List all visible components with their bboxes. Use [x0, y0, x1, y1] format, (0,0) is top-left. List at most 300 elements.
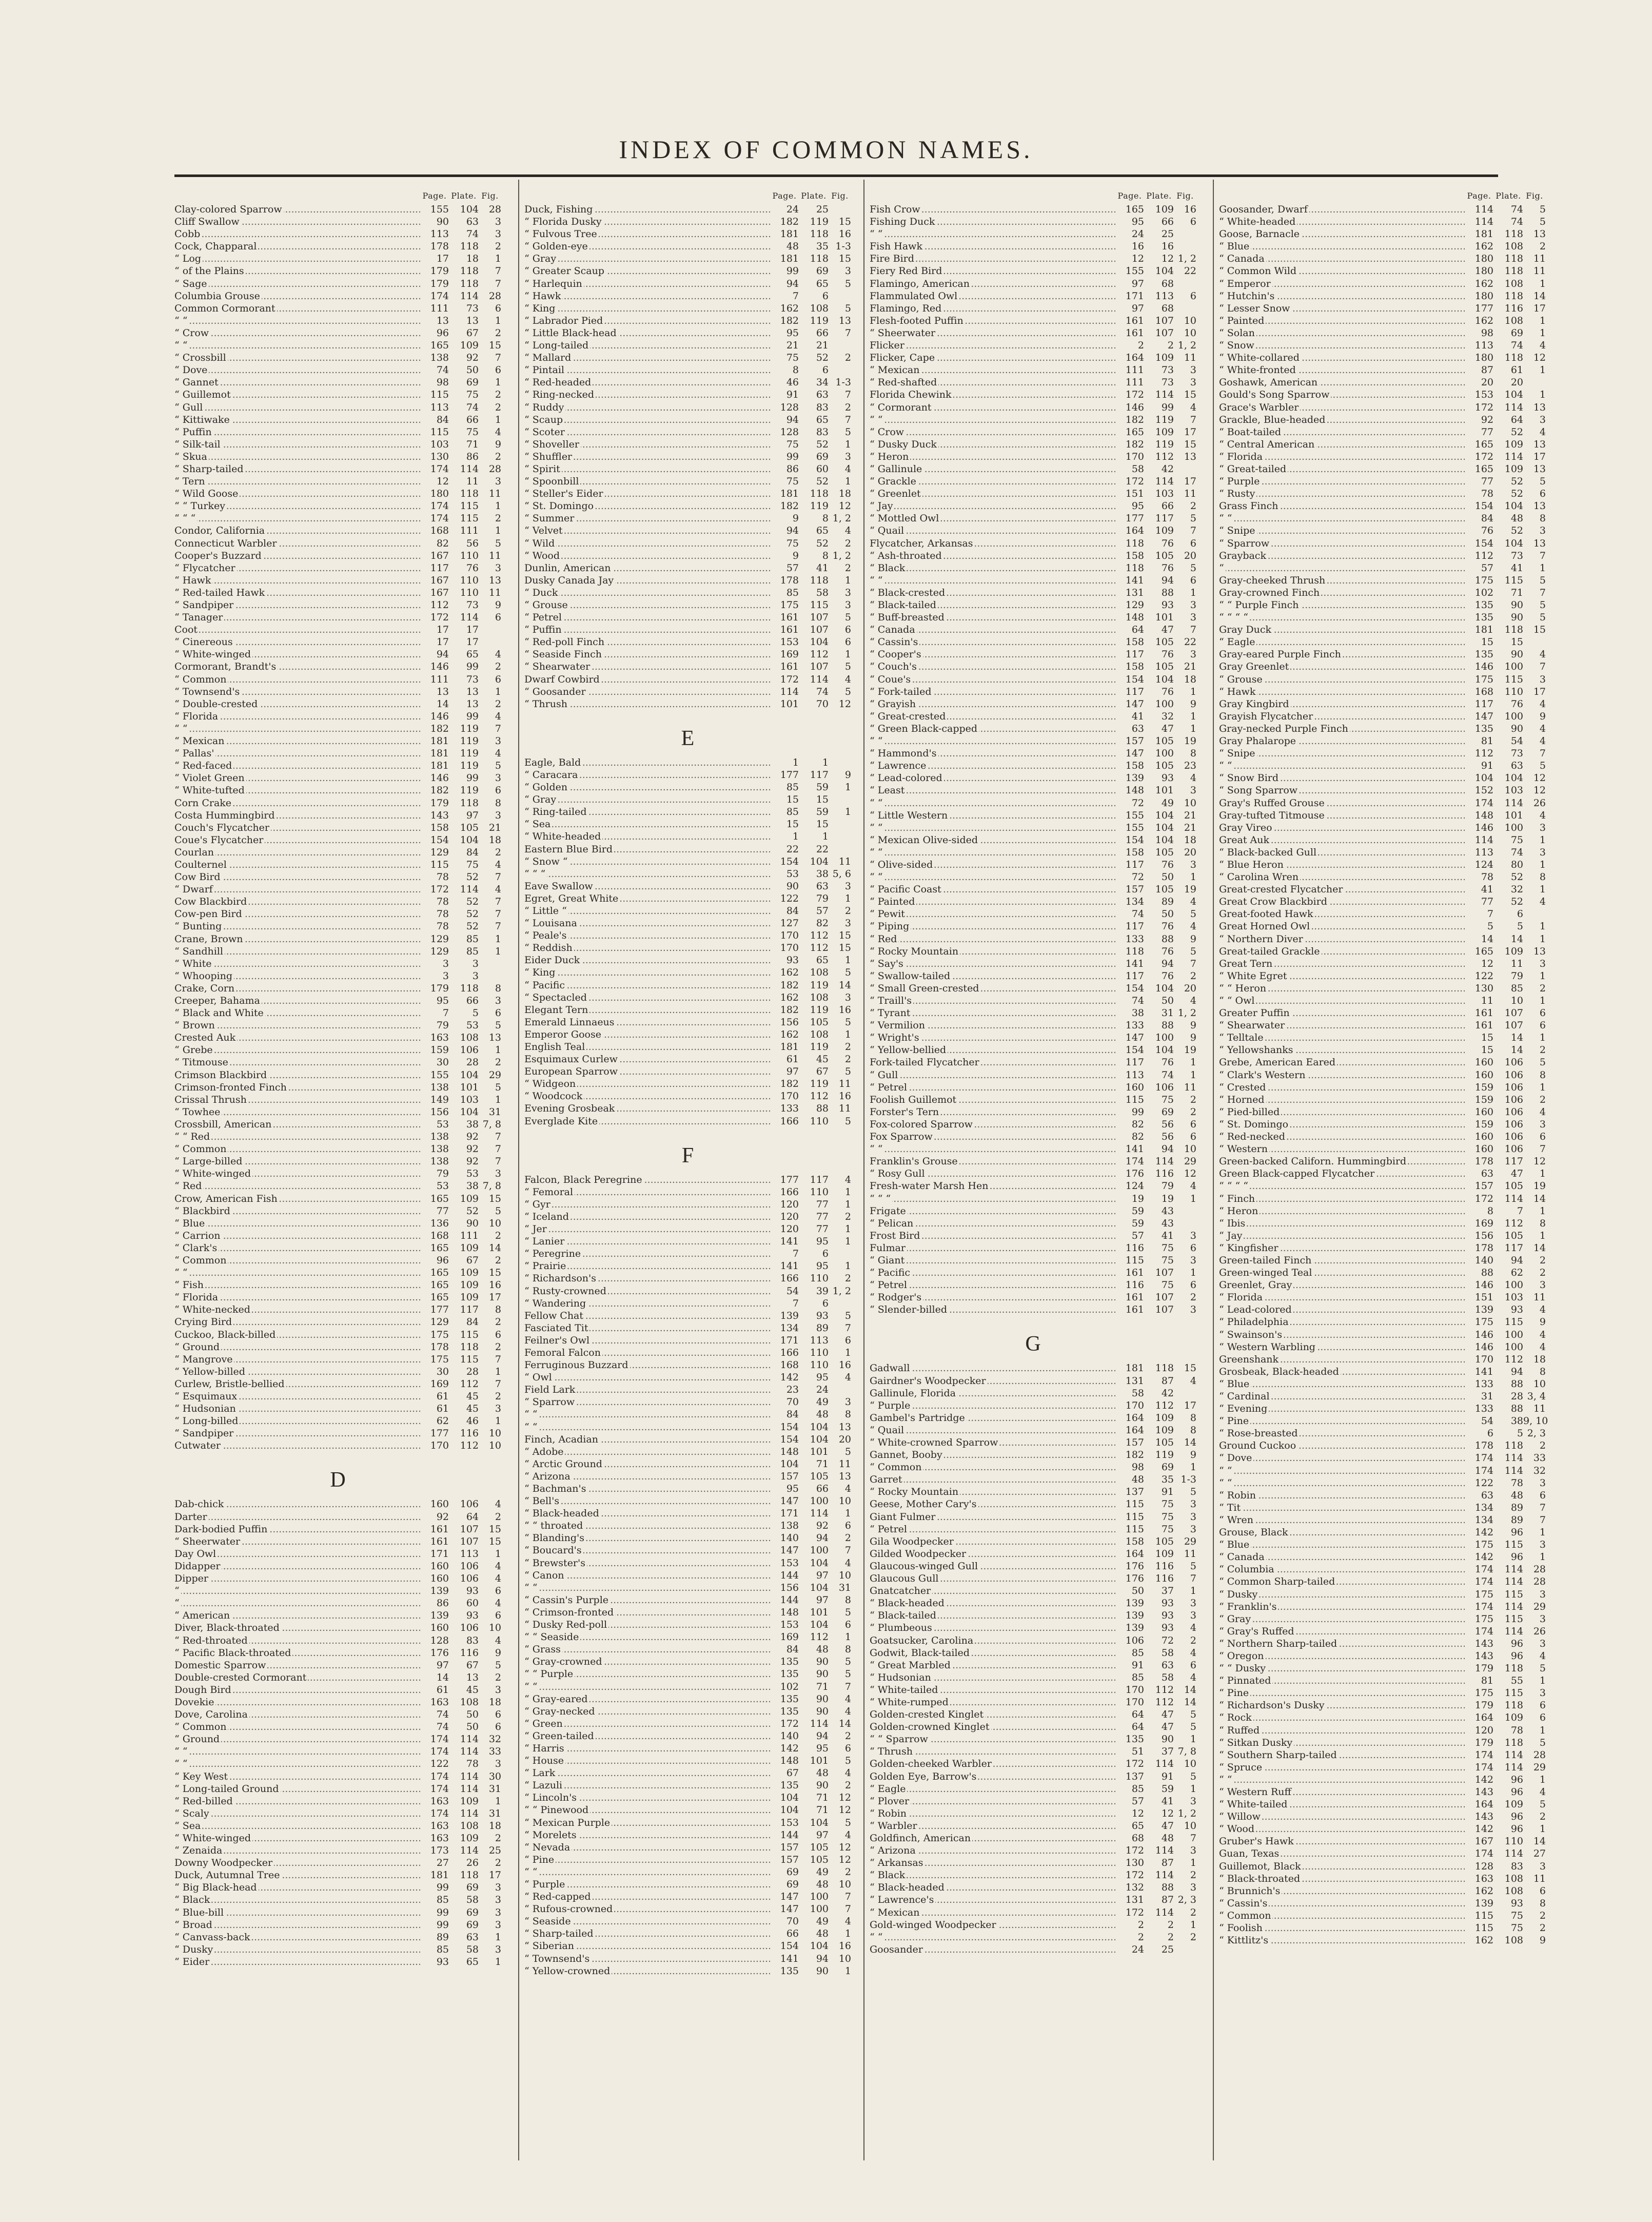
index-entry: [870, 1869, 1196, 1881]
entry-page: 170: [770, 1090, 799, 1102]
entry-fig: 3: [1539, 846, 1546, 858]
entry-plate: 106: [1504, 1094, 1523, 1105]
entry-name-cell: [1219, 686, 1465, 698]
entry-plate: 114: [1155, 389, 1174, 401]
entry-plate: 118: [460, 265, 479, 277]
entry-name: “ Ruddy: [524, 402, 565, 413]
entry-name: “ Thrush: [870, 1746, 914, 1757]
entry-plate: 83: [816, 401, 829, 413]
entry-name-cell: [1219, 723, 1465, 735]
entry-name-cell: [1219, 587, 1465, 599]
index-entry: [524, 562, 851, 574]
entry-page: 66: [770, 1927, 799, 1940]
entry-fig: 15: [1184, 1362, 1196, 1374]
entry-plate: 111: [460, 525, 479, 537]
entry-name: Finch, Acadian: [524, 1434, 600, 1445]
entry-page: 166: [770, 1115, 799, 1127]
entry-plate: 104: [810, 855, 829, 867]
entry-page: 135: [770, 1779, 799, 1791]
index-entry: [1219, 1279, 1546, 1291]
entry-name: Didapper: [174, 1561, 222, 1572]
index-entry: [870, 1387, 1196, 1399]
entry-name-cell: [870, 1303, 1115, 1316]
entry-name: “ Lawrence: [870, 760, 928, 771]
index-entry: [524, 475, 851, 488]
entry-name-cell: [524, 1053, 770, 1065]
entry-name: Gairdner's Woodpecker: [870, 1375, 988, 1387]
entry-fig: 8: [1539, 1366, 1546, 1377]
entry-name: Geese, Mother Cary's: [870, 1498, 978, 1510]
entry-name: “ Petrel: [870, 1082, 909, 1093]
index-entry: [870, 1585, 1196, 1597]
entry-page: 161: [1115, 1291, 1144, 1303]
entry-name: “ Hawk: [1219, 686, 1257, 697]
entry-page: 117: [1115, 686, 1144, 698]
entry-name-cell: [870, 945, 1115, 958]
entry-name: “ Sparrow: [524, 1396, 576, 1408]
entry-fig: 4: [495, 884, 501, 895]
entry-name-cell: [870, 203, 1115, 216]
entry-fig: 12: [838, 698, 851, 710]
entry-name: Fish Crow: [870, 204, 922, 215]
index-entry: [870, 1155, 1196, 1167]
entry-fig: 4: [495, 1560, 501, 1572]
entry-fig: 2: [495, 1341, 501, 1353]
entry-name: “ Wandering: [524, 1298, 587, 1309]
entry-page: 78: [420, 920, 449, 932]
entry-plate: 104: [810, 1817, 829, 1828]
entry-name: “ Northern Diver: [1219, 933, 1305, 945]
entry-page: 162: [770, 966, 799, 979]
entry-name: “ Red-headed: [524, 377, 593, 388]
index-entry: [1219, 1094, 1546, 1106]
index-entry: [174, 1511, 501, 1523]
index-entry: [1219, 1390, 1546, 1402]
entry-name: “ Florida: [174, 711, 220, 722]
entry-fig: 7: [1539, 550, 1546, 561]
index-entry: [174, 240, 501, 252]
index-entry: [870, 315, 1196, 327]
entry-name: “ Swallow-tailed: [870, 970, 952, 982]
index-entry: [174, 463, 501, 475]
entry-name: “ Summer: [524, 513, 576, 524]
entry-page: 144: [770, 1569, 799, 1582]
index-entry: [174, 920, 501, 932]
entry-name: “ Seaside Finch: [524, 649, 603, 660]
entry-name: “ Florida: [1219, 451, 1264, 462]
entry-name-cell: [174, 859, 420, 871]
entry-page: 139: [1115, 1597, 1144, 1609]
entry-name-cell: [524, 1544, 770, 1556]
entry-page: 128: [770, 401, 799, 414]
index-entry: [524, 769, 851, 781]
index-entry: [1219, 339, 1546, 352]
index-entry: [1219, 883, 1546, 895]
entry-name: “ “: [870, 228, 884, 240]
entry-plate: 66: [466, 414, 479, 425]
entry-name: Golden-crested Kinglet: [870, 1709, 985, 1720]
entry-fig: 15: [488, 1535, 501, 1547]
entry-plate: 112: [1155, 451, 1174, 462]
index-entry: [1219, 1353, 1546, 1366]
index-entry: [174, 660, 501, 673]
entry-name: “ Hudsonian: [174, 1403, 238, 1414]
entry-fig: 3: [1190, 859, 1196, 870]
index-entry: [870, 240, 1196, 252]
entry-name-cell: [1219, 1329, 1465, 1341]
entry-name-cell: [870, 475, 1115, 488]
entry-page: 161: [1115, 1303, 1144, 1316]
entry-fig: 9: [1190, 1449, 1196, 1461]
entry-name-cell: [524, 1297, 770, 1310]
entry-plate: 108: [1504, 1885, 1523, 1897]
entry-name-cell: [870, 599, 1115, 611]
entry-page: 54: [770, 1285, 799, 1297]
index-entry: [1219, 414, 1546, 426]
entry-name-cell: [870, 240, 1115, 252]
entry-name-cell: [524, 991, 770, 1004]
entry-name-cell: [174, 1056, 420, 1068]
entry-fig: 1: [844, 954, 851, 966]
entry-plate: 109: [1155, 426, 1174, 438]
index-entry: [524, 756, 851, 769]
index-entry: [524, 1371, 851, 1383]
entry-plate: 76: [1161, 649, 1174, 660]
entry-name-cell: [1219, 1452, 1465, 1464]
entry-plate: 105: [1155, 661, 1174, 673]
entry-fig: 5: [1539, 574, 1546, 586]
entry-page: 174: [420, 1733, 449, 1745]
entry-page: 15: [770, 818, 799, 830]
entry-name: Fiery Red Bird: [870, 265, 943, 277]
entry-name-cell: [174, 1535, 420, 1548]
entry-name-cell: [524, 1102, 770, 1115]
index-entry: [1219, 920, 1546, 932]
index-entry: [870, 1007, 1196, 1019]
index-entry: [174, 401, 501, 414]
entry-name-cell: [870, 1943, 1115, 1956]
entry-name: “ Western Ruff: [1219, 1786, 1293, 1798]
entry-page: 115: [1115, 1094, 1144, 1106]
entry-name: Goose, Barnacle: [1219, 228, 1301, 240]
entry-page: 95: [1115, 500, 1144, 512]
entry-fig: 1: [844, 1186, 851, 1198]
entry-page: 141: [1115, 574, 1144, 587]
entry-page: 85: [770, 587, 799, 599]
index-entry: [524, 880, 851, 892]
index-entry: [1219, 1526, 1546, 1538]
entry-page: 165: [420, 1279, 449, 1291]
entry-fig: 11: [1533, 1292, 1546, 1303]
entry-name: Gray-cheeked Thrush: [1219, 575, 1327, 586]
entry-page: 75: [770, 438, 799, 451]
entry-name: Dunlin, American: [524, 562, 613, 574]
entry-page: 85: [770, 806, 799, 818]
index-entry: [870, 1906, 1196, 1919]
index-entry: [1219, 265, 1546, 277]
entry-plate: 117: [1155, 513, 1174, 524]
entry-name: “ Green Black-capped: [870, 723, 979, 734]
entry-fig: 1: [844, 476, 851, 488]
entry-plate: 104: [1155, 982, 1174, 994]
entry-plate: 90: [816, 1965, 829, 1977]
index-entry: [870, 1523, 1196, 1535]
entry-name: “ Black-headed: [524, 1508, 601, 1519]
index-entry: [870, 203, 1196, 216]
index-entry: [1219, 1638, 1546, 1650]
entry-plate: 18: [466, 253, 479, 265]
entry-fig: 3: [495, 735, 501, 747]
entry-fig: 4: [1190, 1647, 1196, 1659]
index-entry: [524, 339, 851, 352]
entry-plate: 17: [466, 636, 479, 648]
entry-name: “ Lawrence's: [870, 1894, 935, 1905]
entry-plate: 58: [1161, 1671, 1174, 1683]
entry-plate: 114: [460, 1845, 479, 1857]
entry-name-cell: [174, 1366, 420, 1378]
entry-name: “ Blue: [1219, 1539, 1251, 1550]
entry-fig: 20: [838, 1433, 851, 1445]
entry-fig: 2: [495, 1857, 501, 1869]
entry-name-cell: [870, 327, 1115, 339]
entry-plate: 118: [460, 1869, 479, 1881]
index-entry: [174, 1535, 501, 1548]
entry-fig: 1: [495, 1548, 501, 1560]
entry-page: 154: [420, 834, 449, 846]
entry-name-cell: [870, 537, 1115, 550]
entry-page: 57: [1465, 562, 1493, 574]
entry-fig: 1: [1539, 1823, 1546, 1835]
entry-plate: 50: [466, 364, 479, 376]
entry-name: Costa Hummingbird: [174, 810, 277, 821]
index-entry: [870, 1230, 1196, 1242]
entry-plate: 45: [466, 1684, 479, 1695]
entry-page: 149: [420, 1094, 449, 1106]
entry-plate: 104: [1155, 822, 1174, 833]
entry-plate: 108: [460, 1696, 479, 1708]
entry-name: “ “ throated: [524, 1520, 584, 1531]
entry-name: “ Brewster's: [524, 1557, 587, 1569]
entry-name: “ Lead-colored: [1219, 1304, 1293, 1315]
entry-fig: 5: [844, 1016, 851, 1028]
entry-fig: 5: [844, 1115, 851, 1127]
entry-plate: 77: [816, 1223, 829, 1235]
index-entry: [870, 698, 1196, 710]
fig-header: Fig.: [831, 191, 849, 201]
index-entry: [870, 1031, 1196, 1044]
entry-name-cell: [524, 1483, 770, 1495]
entry-page: 116: [1115, 1279, 1144, 1291]
entry-fig: 13: [1533, 228, 1546, 240]
entry-plate: 100: [1504, 661, 1523, 673]
entry-fig: [479, 970, 501, 982]
entry-name: “ Great Marbled: [870, 1660, 952, 1671]
entry-page: 19: [1115, 1193, 1144, 1205]
index-entry: [524, 352, 851, 364]
index-entry: [524, 488, 851, 500]
index-entry: [524, 388, 851, 401]
entry-plate: 94: [1161, 958, 1174, 969]
entry-page: 160: [1465, 1106, 1493, 1118]
index-entry: [174, 1684, 501, 1696]
entry-page: 74: [1115, 995, 1144, 1007]
index-entry: [174, 1634, 501, 1647]
entry-name-cell: [870, 1461, 1115, 1473]
entry-name-cell: [1219, 315, 1465, 327]
entry-name-cell: [1219, 228, 1465, 240]
entry-fig: 1: [1539, 1527, 1546, 1538]
entry-name: “ “: [1219, 1774, 1233, 1785]
entry-page: 148: [770, 1755, 799, 1767]
entry-fig: 20: [1184, 550, 1196, 561]
entry-page: 128: [770, 426, 799, 438]
entry-name-cell: [870, 290, 1115, 302]
entry-name: “ “: [870, 1932, 884, 1943]
entry-name: Crake, Corn: [174, 983, 236, 994]
entry-name: “ White-headed: [1219, 216, 1297, 227]
entry-name-cell: [1219, 1613, 1465, 1625]
entry-name: “ Long-tailed Ground: [174, 1783, 281, 1795]
entry-fig: 3: [1539, 1638, 1546, 1649]
entry-name: “ Iceland: [524, 1211, 571, 1222]
index-entry: [174, 982, 501, 995]
entry-name-cell: [870, 388, 1115, 401]
entry-name-cell: [524, 1174, 770, 1186]
entry-plate: 88: [1510, 1378, 1523, 1390]
entry-plate: 119: [460, 760, 479, 772]
entry-page: 177: [1465, 302, 1493, 315]
entry-fig: 2: [1539, 982, 1546, 994]
index-entry: [870, 1094, 1196, 1106]
index-entry: [174, 1659, 501, 1671]
entry-page: 85: [1115, 1647, 1144, 1659]
entry-plate: 116: [1155, 1573, 1174, 1585]
entry-fig: 9: [495, 599, 501, 611]
entry-plate: 28: [466, 1057, 479, 1068]
entry-plate: 90: [466, 1217, 479, 1229]
entry-name: Guillemot, Black: [1219, 1861, 1303, 1872]
entry-plate: 115: [1504, 574, 1523, 586]
entry-plate: 49: [816, 1866, 829, 1878]
entry-name-cell: [524, 1619, 770, 1631]
index-entry: [174, 203, 501, 216]
entry-page: 76: [1465, 524, 1493, 537]
entry-fig: 7: [495, 896, 501, 908]
entry-plate: 49: [1161, 797, 1174, 809]
entry-fig: 2: [495, 846, 501, 858]
index-entry: [1219, 475, 1546, 488]
entry-name: “ Sea: [524, 818, 552, 830]
entry-page: 171: [770, 1334, 799, 1347]
entry-name: Goatsucker, Carolina: [870, 1635, 975, 1646]
entry-fig: 14: [838, 1718, 851, 1729]
entry-name-cell: [174, 1155, 420, 1167]
entry-name-cell: [1219, 846, 1465, 859]
index-entry: [524, 793, 851, 806]
entry-name: Eider Duck: [524, 954, 581, 966]
entry-name: “ Rose-breasted: [1219, 1428, 1300, 1439]
index-entry: [174, 1205, 501, 1217]
entry-name: “ Gray's Ruffed: [1219, 1626, 1296, 1637]
entry-name-cell: [870, 995, 1115, 1007]
entry-fig: 21: [1184, 822, 1196, 833]
entry-page: 174: [1465, 1847, 1493, 1860]
index-entry: [524, 1544, 851, 1556]
entry-plate: 79: [1161, 1180, 1174, 1192]
index-entry: [174, 1069, 501, 1081]
entry-plate: 75: [1161, 1254, 1174, 1266]
entry-name: “ Tit: [1219, 1502, 1242, 1513]
entry-fig: 14: [1184, 1437, 1196, 1448]
entry-name-cell: [870, 1869, 1115, 1881]
entry-plate: 48: [1161, 1833, 1174, 1844]
entry-name: Clay-colored Sparrow: [174, 204, 284, 215]
entry-plate: 100: [1504, 1329, 1523, 1340]
entry-page: 143: [1465, 1786, 1493, 1798]
entry-fig: 31: [488, 1783, 501, 1795]
entry-name: “ Clark's Western: [1219, 1069, 1307, 1081]
entry-page: 24: [770, 203, 799, 216]
index-entry: [870, 1745, 1196, 1758]
entry-name-cell: [870, 1807, 1115, 1820]
entry-name-cell: [1219, 388, 1465, 401]
entry-fig: 5: [1190, 945, 1196, 957]
index-entry: [174, 364, 501, 376]
entry-name: Grackle, Blue-headed: [1219, 414, 1327, 425]
entry-page: 114: [1465, 834, 1493, 846]
entry-fig: 2: [1190, 1292, 1196, 1303]
entry-name-cell: [1219, 1439, 1465, 1452]
index-entry: [524, 1804, 851, 1816]
entry-fig: 18: [488, 1696, 501, 1708]
index-entry: [1219, 1897, 1546, 1909]
entry-page: 86: [420, 1597, 449, 1609]
entry-plate: 108: [1504, 278, 1523, 289]
entry-name: “ “: [870, 735, 884, 747]
entry-name-cell: [174, 302, 420, 315]
entry-fig: 13: [1533, 945, 1546, 957]
entry-name: “ Woodcock: [524, 1090, 584, 1102]
index-entry: [1219, 1217, 1546, 1230]
entry-plate: 63: [466, 216, 479, 228]
index-entry: [870, 512, 1196, 524]
entry-plate: 80: [1510, 859, 1523, 870]
entry-fig: 12: [1184, 1168, 1196, 1180]
entry-plate: 66: [1161, 216, 1174, 228]
entry-name: “ Blue Heron: [1219, 859, 1285, 870]
index-entry: [524, 954, 851, 966]
entry-page: 153: [770, 636, 799, 648]
entry-fig: 2: [495, 451, 501, 462]
entry-plate: 68: [1161, 278, 1174, 289]
entry-name-cell: [524, 1927, 770, 1940]
entry-name-cell: [174, 834, 420, 846]
entry-fig: 4: [495, 426, 501, 438]
index-entry: [174, 302, 501, 315]
entry-name-cell: [870, 1143, 1115, 1155]
entry-plate: 109: [1504, 1799, 1523, 1810]
entry-name: Crimson-fronted Finch: [174, 1082, 288, 1093]
entry-page: 63: [1465, 1489, 1493, 1502]
plate-header: Plate.: [801, 191, 827, 201]
entry-plate: 114: [460, 1807, 479, 1819]
index-entry: [870, 599, 1196, 611]
index-entry: [870, 1143, 1196, 1155]
index-entry: [870, 475, 1196, 488]
entry-name: “ Green-tailed: [524, 1730, 596, 1742]
entry-name: “ Carrion: [174, 1230, 222, 1241]
index-entry: [524, 290, 851, 302]
